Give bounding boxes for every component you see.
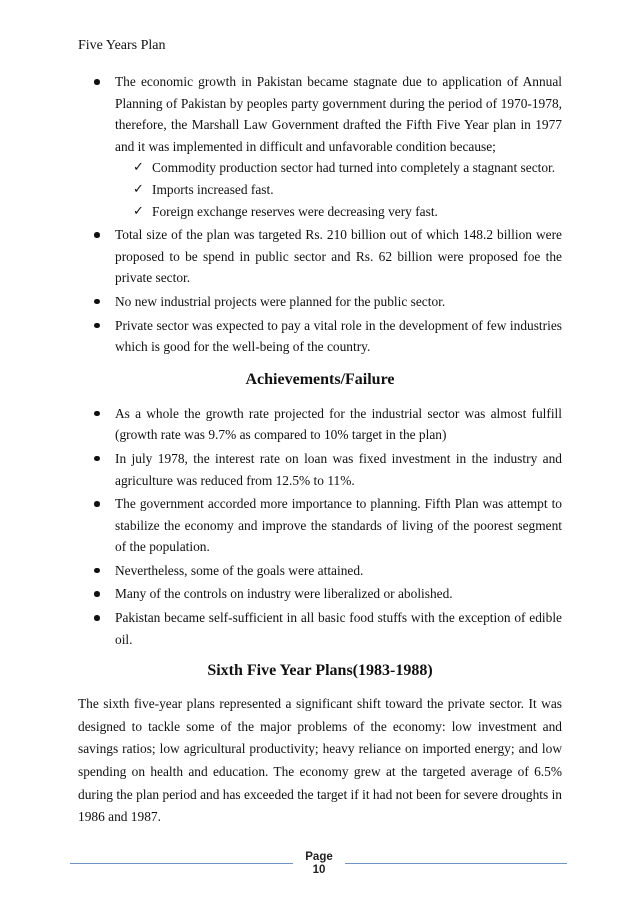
page-number: 10: [312, 864, 326, 876]
check-mark-icon: ✓: [133, 181, 144, 197]
page-content: [78, 71, 562, 829]
sixth-plan-paragraph: The sixth five-year plans represented a significant shift toward the private sector. It was designed to tackle some of the major problems of the economy: low investment and savings ratios; low agricultural productivity; heavy reliance on imported energy; and low spending on health and education. The economy grew at the targeted average of 6.5% during the plan period and has exceeded the target if it had not been for severe droughts in 1986 and 1987.: [78, 696, 562, 825]
bullet-icon: [94, 456, 100, 462]
list-item: [78, 157, 562, 179]
bullet-icon: [94, 299, 100, 305]
list-item: [78, 403, 562, 446]
bullet-text: Nevertheless, some of the goals were attained.: [115, 562, 364, 578]
list-item: [78, 493, 562, 558]
check-text: Foreign exchange reserves were decreasing very fast.: [152, 203, 438, 219]
check-list: [78, 157, 562, 222]
footer-divider-right: [345, 863, 567, 864]
bullet-text: No new industrial projects were planned for the public sector.: [115, 293, 446, 309]
bullet-text: In july 1978, the interest rate on loan was fixed investment in the industry and agriculture was reduced from 12.5% to 11%.: [115, 450, 562, 488]
bullet-text: Private sector was expected to pay a vital role in the development of few industries which is good for the well-being of the country.: [115, 317, 562, 355]
list-item: [78, 224, 562, 289]
footer-divider-left: [70, 863, 293, 864]
sixth-plan-heading: Sixth Five Year Plans(1983-1988): [207, 662, 433, 680]
bullet-icon: [94, 232, 100, 238]
list-item: [78, 291, 562, 313]
check-text: Commodity production sector had turned into completely a stagnant sector.: [152, 160, 556, 176]
list-item: [78, 583, 562, 605]
list-item: [78, 448, 562, 491]
header-title: Five Years Plan: [78, 38, 166, 53]
bullet-icon: [94, 323, 100, 329]
list-item: [78, 71, 562, 222]
list-item: [78, 179, 562, 201]
achievements-heading: Achievements/Failure: [245, 370, 395, 388]
bullet-text: As a whole the growth rate projected for the industrial sector was almost fulfill (growth rate was 9.7% as compared to 10% target in the plan): [115, 405, 562, 443]
intro-bullet-list: [78, 71, 562, 358]
bullet-text: The economic growth in Pakistan became stagnate due to application of Annual Planning of Pakistan by peoples party government during the period of 1970-1978, therefore, the Marshall Law Government drafted the Fifth Five Year plan in 1977 and it was implemented in difficult and unfavorable condition because;: [115, 74, 562, 154]
bullet-icon: [94, 501, 100, 507]
bullet-text: Many of the controls on industry were liberalized or abolished.: [115, 586, 453, 602]
bullet-text: The government accorded more importance to planning. Fifth Plan was attempt to stabilize the economy and improve the standards of living of the poorest segment of the population.: [115, 496, 562, 555]
bullet-icon: [94, 79, 100, 85]
bullet-icon: [94, 411, 100, 417]
check-mark-icon: ✓: [133, 203, 144, 219]
page-number-block: [299, 851, 339, 877]
check-text: Imports increased fast.: [152, 181, 274, 197]
list-item: [78, 607, 562, 650]
bullet-icon: [94, 568, 100, 574]
list-item: [78, 201, 562, 223]
list-item: [78, 315, 562, 358]
page-label: Page: [305, 851, 333, 863]
bullet-text: Pakistan became self-sufficient in all basic food stuffs with the exception of edible oil.: [115, 610, 562, 647]
bullet-icon: [94, 591, 100, 597]
list-item: [78, 560, 562, 582]
check-mark-icon: ✓: [133, 160, 144, 176]
achievements-bullet-list: [78, 403, 562, 651]
bullet-icon: [94, 615, 100, 621]
bullet-text: Total size of the plan was targeted Rs. 210 billion out of which 148.2 billion were proposed to be spend in public sector and Rs. 62 billion were proposed foe the private sector.: [115, 227, 562, 286]
